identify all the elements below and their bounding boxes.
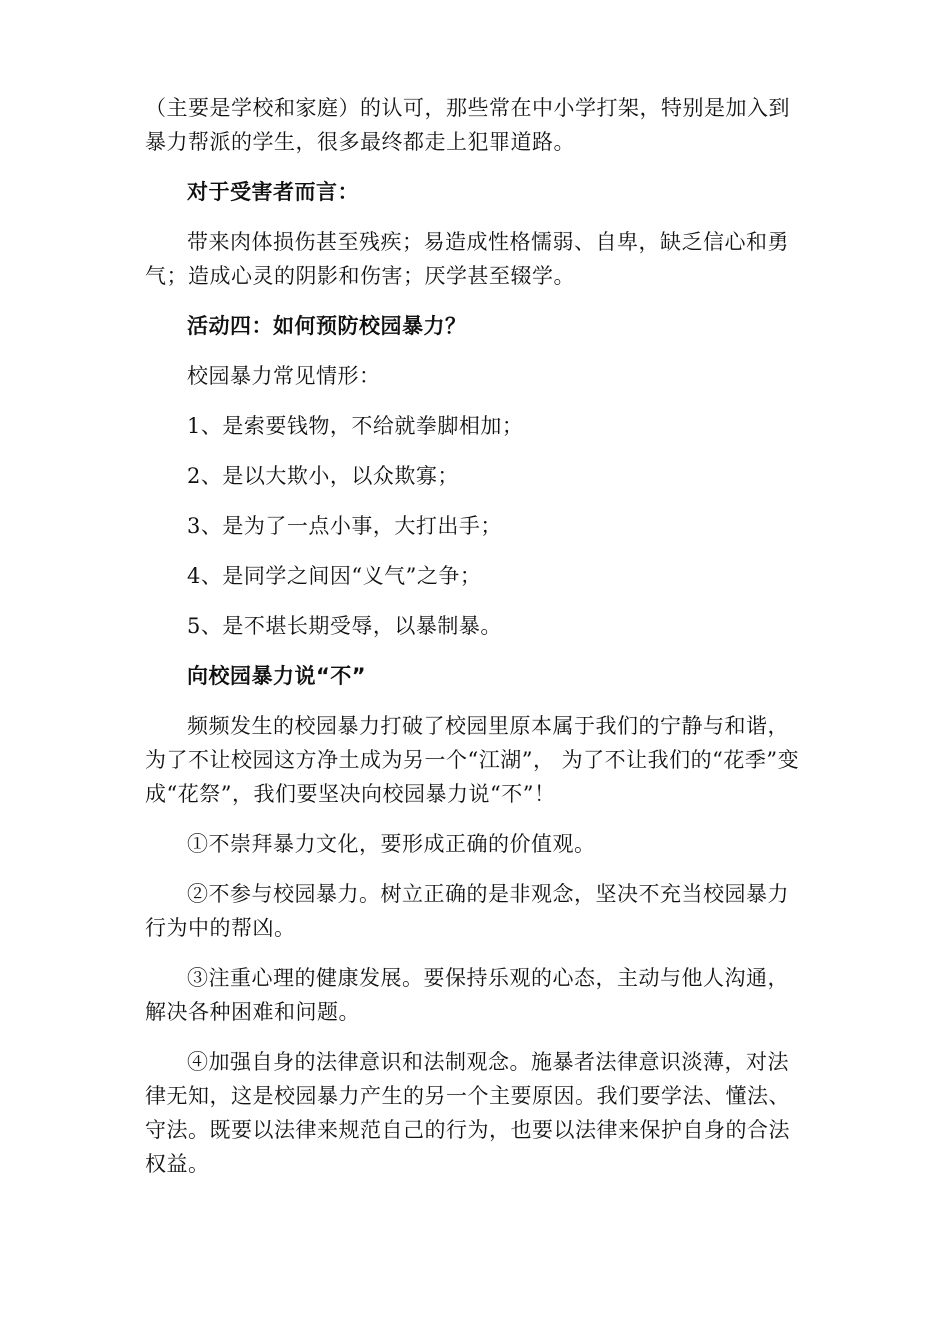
section-heading-say-no: 向校园暴力说“不” [187, 664, 367, 688]
list-item-measure-3: ③注重心理的健康发展。要保持乐观的心态，主动与他人沟通，解决各种困难和问题。 [145, 966, 789, 1024]
list-item-measure-4: ④加强自身的法律意识和法制观念。施暴者法律意识淡薄，对法律无知，这是校园暴力产生的另一个主要原因。我们要学法、懂法、守法。既要以法律来规范自己的行为，也要以法律来保护自身的合法权益。 [145, 1050, 790, 1176]
list-item-case-3: 3、是为了一点小事，大打出手； [187, 514, 502, 538]
list-item-case-2: 2、是以大欺小，以众欺寡； [187, 464, 459, 488]
section-heading-victims: 对于受害者而言： [187, 180, 359, 204]
list-item-case-1: 1、是索要钱物，不给就拳脚相加； [187, 414, 524, 438]
paragraph-continuation: （主要是学校和家庭）的认可，那些常在中小学打架，特别是加入到暴力帮派的学生，很多最终都走上犯罪道路。 [145, 96, 790, 154]
paragraph-say-no-intro: 频频发生的校园暴力打破了校园里原本属于我们的宁静与和谐，为了不让校园这方净土成为另一个“江湖”， 为了不让我们的“花季”变成“花祭”，我们要坚决向校园暴力说“不”！ [145, 714, 800, 806]
list-item-measure-2: ②不参与校园暴力。树立正确的是非观念，坚决不充当校园暴力行为中的帮凶。 [145, 882, 789, 940]
paragraph-common-cases-intro: 校园暴力常见情形： [187, 364, 381, 388]
list-item-case-5: 5、是不堪长期受辱，以暴制暴。 [187, 614, 502, 638]
list-item-case-4: 4、是同学之间因“义气”之争； [187, 564, 482, 588]
document-body [145, 91, 809, 1197]
list-item-measure-1: ①不崇拜暴力文化，要形成正确的价值观。 [187, 832, 596, 856]
section-heading-activity-four: 活动四：如何预防校园暴力？ [187, 314, 467, 338]
paragraph-victim-effects: 带来肉体损伤甚至残疾；易造成性格懦弱、自卑，缺乏信心和勇气；造成心灵的阴影和伤害；厌学甚至辍学。 [145, 230, 789, 288]
